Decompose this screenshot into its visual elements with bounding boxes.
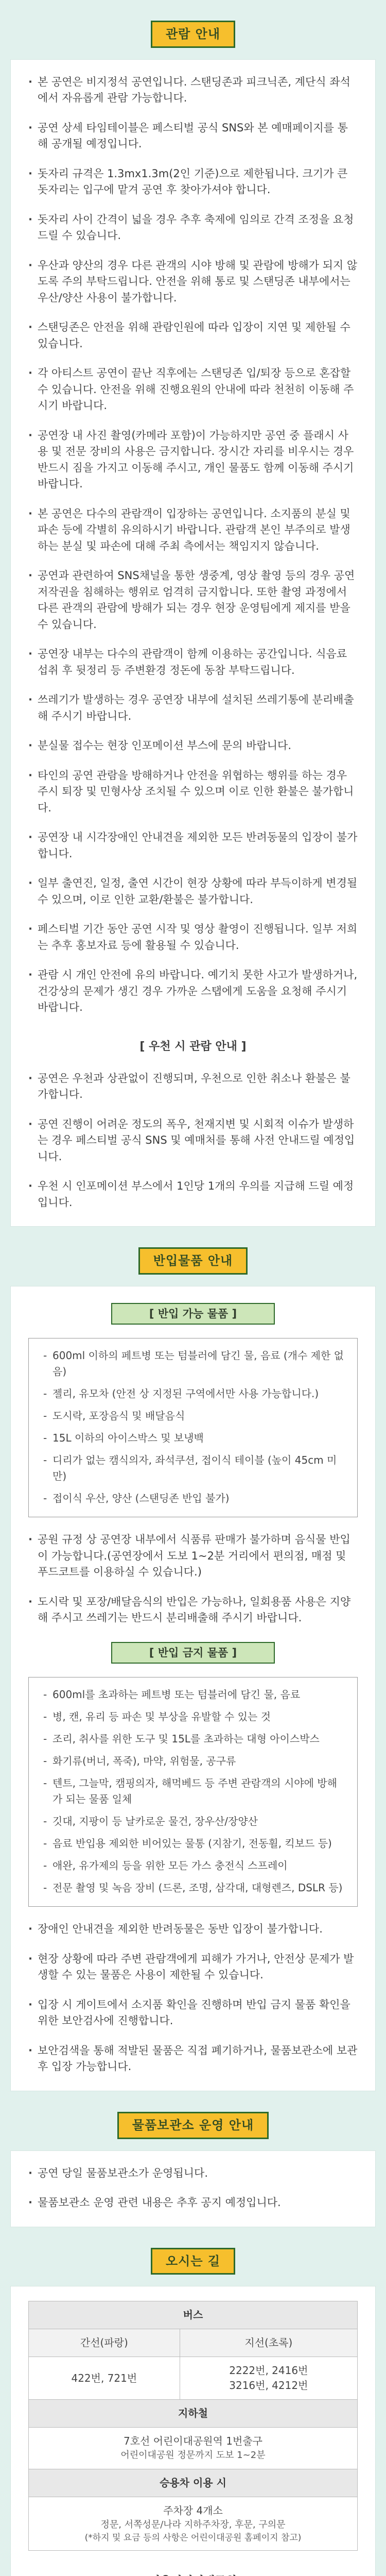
food-note-item: · 공원 규정 상 공연장 내부에서 식품류 판매가 불가하며 음식물 반입이 가능합니다.(공연장에서 도보 1~2분 거리에서 편의점, 매점 및 푸드코트를 이용하실 수 있습니다.) <box>28 1532 358 1581</box>
info-list-item: · 공연장 내 시각장애인 안내견을 제외한 모든 반려동물의 입장이 불가합니다. <box>28 829 358 862</box>
car-heading: 승용차 이용 시 <box>29 2469 358 2497</box>
bus-branch-column: 지선(초록) <box>180 2329 357 2357</box>
subway-info <box>29 2428 358 2469</box>
banned-item: - 600ml를 초과하는 페트병 또는 텀블러에 담긴 물, 음료 <box>41 1687 345 1703</box>
banned-label: [ 반입 금지 물품 ] <box>111 1642 275 1664</box>
allowed-item: - 접이식 우산, 양산 (스탠딩존 반입 불가) <box>41 1490 345 1506</box>
banned-item: - 병, 캔, 유리 등 파손 및 부상을 유발할 수 있는 것 <box>41 1709 345 1725</box>
info-card <box>10 59 376 1227</box>
items-note-item: · 장애인 안내견을 제외한 반려동물은 동반 입장이 불가합니다. <box>28 1921 358 1938</box>
section-title-storage: 물품보관소 운영 안내 <box>117 2112 269 2139</box>
items-notes-list <box>28 1921 358 2075</box>
rain-list-item: · 우천 시 인포메이션 부스에서 1인당 1개의 우의를 지급해 드릴 예정입니다. <box>28 1178 358 1211</box>
section-title-items: 반입물품 안내 <box>138 1247 248 1275</box>
info-list-item: · 돗자리 규격은 1.3mx1.3m(2인 기준)으로 제한됩니다. 크기가 큰 돗자리는 입구에 맡겨 공연 후 찾아가셔야 합니다. <box>28 166 358 198</box>
car-line: 주차장 4개소 <box>163 2504 223 2517</box>
bus-main-routes: 422번, 721번 <box>29 2357 180 2400</box>
info-list-item: · 스탠딩존은 안전을 위해 관람인원에 따라 입장이 지연 및 제한될 수 있습니다. <box>28 319 358 352</box>
section-header-storage <box>10 2091 376 2150</box>
bus-branch-routes: 2222번, 2416번 3216번, 4212번 <box>180 2357 357 2400</box>
items-note-item: · 입장 시 게이트에서 소지품 확인을 진행하며 반입 금지 물품 확인을 위한 보안검사에 진행합니다. <box>28 1997 358 2029</box>
allowed-label: [ 반입 가능 물품 ] <box>111 1303 275 1325</box>
info-list-item: · 공연 상세 타임테이블은 페스티벌 공식 SNS와 본 예매페이지를 통해 공개될 예정입니다. <box>28 120 358 152</box>
subway-heading: 지하철 <box>29 2400 358 2428</box>
items-note-item: · 보안검색을 통해 적발된 물품은 직접 폐기하거나, 물품보관소에 보관 후 입장 가능합니다. <box>28 2043 358 2075</box>
items-card <box>10 1286 376 2091</box>
subway-note: 어린이대공원 정문까지 도보 1~2분 <box>120 2450 266 2461</box>
info-list-item: · 공연장 내 사진 촬영(카메라 포함)이 가능하지만 공연 중 플래시 사용 및 전문 장비의 사용은 금지합니다. 장시간 자리를 비우시는 경우 반드시 짐을 가지고 이동해 주시고, 개인 물품도 함께 이동해 주시기 바랍니다. <box>28 428 358 493</box>
rain-list-item: · 공연은 우천과 상관없이 진행되며, 우천으로 인한 취소나 환불은 불가합니다. <box>28 1071 358 1103</box>
banned-item: - 조리, 취사를 위한 도구 및 15L를 초과하는 대형 아이스박스 <box>41 1731 345 1747</box>
allowed-item: - 15L 이하의 아이스박스 및 보냉백 <box>41 1430 345 1446</box>
info-list-item: · 돗자리 사이 간격이 넓을 경우 추후 축제에 임의로 간격 조정을 요청드릴 수 있습니다. <box>28 212 358 244</box>
storage-list-item: · 공연 당일 물품보관소가 운영됩니다. <box>28 2165 358 2182</box>
info-list-item: · 페스티벌 기간 동안 공연 시작 및 영상 촬영이 진행됩니다. 일부 저희는 추후 홍보자료 등에 활용될 수 있습니다. <box>28 921 358 954</box>
storage-list-item: · 물품보관소 운영 관련 내용은 추후 공지 예정입니다. <box>28 2195 358 2211</box>
section-header-directions <box>10 2227 376 2286</box>
subway-line: 7호선 어린이대공원역 1번출구 <box>123 2435 262 2448</box>
rain-list-item: · 공연 진행이 어려운 정도의 폭우, 천재지변 및 시회적 이슈가 발생하는 경우 페스티벌 공식 SNS 및 예매처를 통해 사전 안내드릴 예정입니다. <box>28 1116 358 1165</box>
info-list-item: · 일부 출연진, 일정, 출연 시간이 현장 상황에 따라 부득이하게 변경될 수 있으며, 이로 인한 교환/환불은 불가합니다. <box>28 875 358 908</box>
banned-item: - 텐트, 그늘막, 캠핑의자, 해먹베드 등 주변 관람객의 시야에 방해가 되는 물품 일체 <box>41 1775 345 1807</box>
section-title-directions: 오시는 길 <box>151 2248 235 2275</box>
allowed-item: - 도시락, 포장음식 및 배달음식 <box>41 1408 345 1424</box>
banned-item: - 애완, 유가제의 등을 위한 모든 가스 충전식 스프레이 <box>41 1858 345 1874</box>
rain-list <box>28 1071 358 1211</box>
bus-heading: 버스 <box>29 2301 358 2329</box>
info-list-item: · 관람 시 개인 안전에 유의 바랍니다. 예기치 못한 사고가 발생하거나, 건강상의 문제가 생긴 경우 가까운 스탭에게 도움을 요청해 주시기 바랍니다. <box>28 967 358 1016</box>
items-note-item: · 현장 상황에 따라 주변 관람객에게 피해가 가거나, 안전상 문제가 발생할 수 있는 물품은 사용이 제한될 수 있습니다. <box>28 1951 358 1984</box>
storage-card <box>10 2150 376 2227</box>
food-note-item: · 도시락 및 포장/배달음식의 반입은 가능하나, 일회용품 사용은 지양해 주시고 쓰레기는 반드시 분리배출해 주시기 바랍니다. <box>28 1594 358 1626</box>
info-list-item: · 본 공연은 비지정석 공연입니다. 스탠딩존과 피크닉존, 계단식 좌석에서 자유롭게 관람 가능합니다. <box>28 74 358 107</box>
storage-list <box>28 2165 358 2211</box>
banned-item: - 화기류(버너, 폭죽), 마약, 위험물, 공구류 <box>41 1753 345 1769</box>
info-list-item: · 우산과 양산의 경우 다른 관객의 시야 방해 및 관람에 방해가 되지 않도록 주의 부탁드립니다. 안전을 위해 통로 및 스탠딩존 내부에서는 우산/양산 사용이 불가합니다. <box>28 258 358 307</box>
info-list-item: · 쓰레기가 발생하는 경우 공연장 내부에 설치된 쓰레기통에 분리배출해 주시기 바랍니다. <box>28 692 358 724</box>
info-list-item: · 공연장 내부는 다수의 관람객이 함께 이용하는 공간입니다. 식음료 섭취 후 뒷정리 등 주변환경 정돈에 동참 부탁드립니다. <box>28 646 358 679</box>
car-note-2: (*하지 및 요금 등의 사항은 어린이대공원 홈페이지 참고) <box>84 2532 302 2543</box>
section-title-info: 관람 안내 <box>151 21 235 48</box>
info-list-item: · 본 공연은 다수의 관람객이 입장하는 공연입니다. 소지품의 분실 및 파손 등에 각별히 유의하시기 바랍니다. 관람객 본인 부주의로 발생하는 분실 및 파손에 대해 주최 측에서는 책임지지 않습니다. <box>28 506 358 555</box>
car-note-1: 정문, 서쪽성문/나라 지하주차장, 후문, 구의문 <box>100 2519 286 2530</box>
info-list-item: · 공연과 관련하여 SNS채널을 통한 생중계, 영상 촬영 등의 경우 공연 저작권을 침해하는 행위로 엄격히 금지합니다. 또한 촬영 과정에서 다른 관객의 관람에 방해가 되는 경우 현장 운영팀에게 제지를 받을 수 있습니다. <box>28 568 358 633</box>
directions-table <box>28 2301 358 2551</box>
allowed-list <box>28 1338 358 1517</box>
directions-card <box>10 2286 376 2576</box>
banned-item: - 음료 반입용 제외한 비어있는 물통 (지참기, 전동휠, 킥보드 등) <box>41 1836 345 1852</box>
banned-list <box>28 1677 358 1907</box>
food-notes-list <box>28 1532 358 1626</box>
allowed-item: - 디리가 없는 캠식의자, 좌석쿠션, 접이식 테이블 (높이 45cm 미만) <box>41 1452 345 1484</box>
info-list-item: · 각 아티스트 공연이 끝난 직후에는 스탠딩존 입/퇴장 등으로 혼잡할 수 있습니다. 안전을 위해 진행요원의 안내에 따라 천천히 이동해 주시기 바랍니다. <box>28 365 358 414</box>
rain-subheading: [ 우천 시 관람 안내 ] <box>139 1040 247 1053</box>
allowed-item: - 600ml 이하의 페트병 또는 텀블러에 담긴 물, 음료 (개수 제한 없음) <box>41 1348 345 1380</box>
car-info <box>29 2497 358 2551</box>
park-subheading <box>28 2573 358 2576</box>
section-header-items <box>10 1227 376 1286</box>
banned-item: - 깃대, 지팡이 등 날카로운 물건, 장우산/장양산 <box>41 1814 345 1829</box>
info-list-item: · 분실물 접수는 현장 인포메이션 부스에 문의 바랍니다. <box>28 738 358 754</box>
bus-main-column: 간선(파랑) <box>29 2329 180 2357</box>
section-header-info <box>10 0 376 59</box>
info-list <box>28 74 358 1016</box>
info-list-item: · 타인의 공연 관람을 방해하거나 안전을 위협하는 행위를 하는 경우 주시 퇴장 및 민형사상 조치될 수 있으며 이로 인한 환불은 불가합니다. <box>28 768 358 817</box>
banned-item: - 전문 촬영 및 녹음 장비 (드론, 조명, 삼각대, 대형렌즈, DSLR 등) <box>41 1880 345 1896</box>
allowed-item: - 젤리, 유모차 (안전 상 지정된 구역에서만 사용 가능합니다.) <box>41 1386 345 1402</box>
